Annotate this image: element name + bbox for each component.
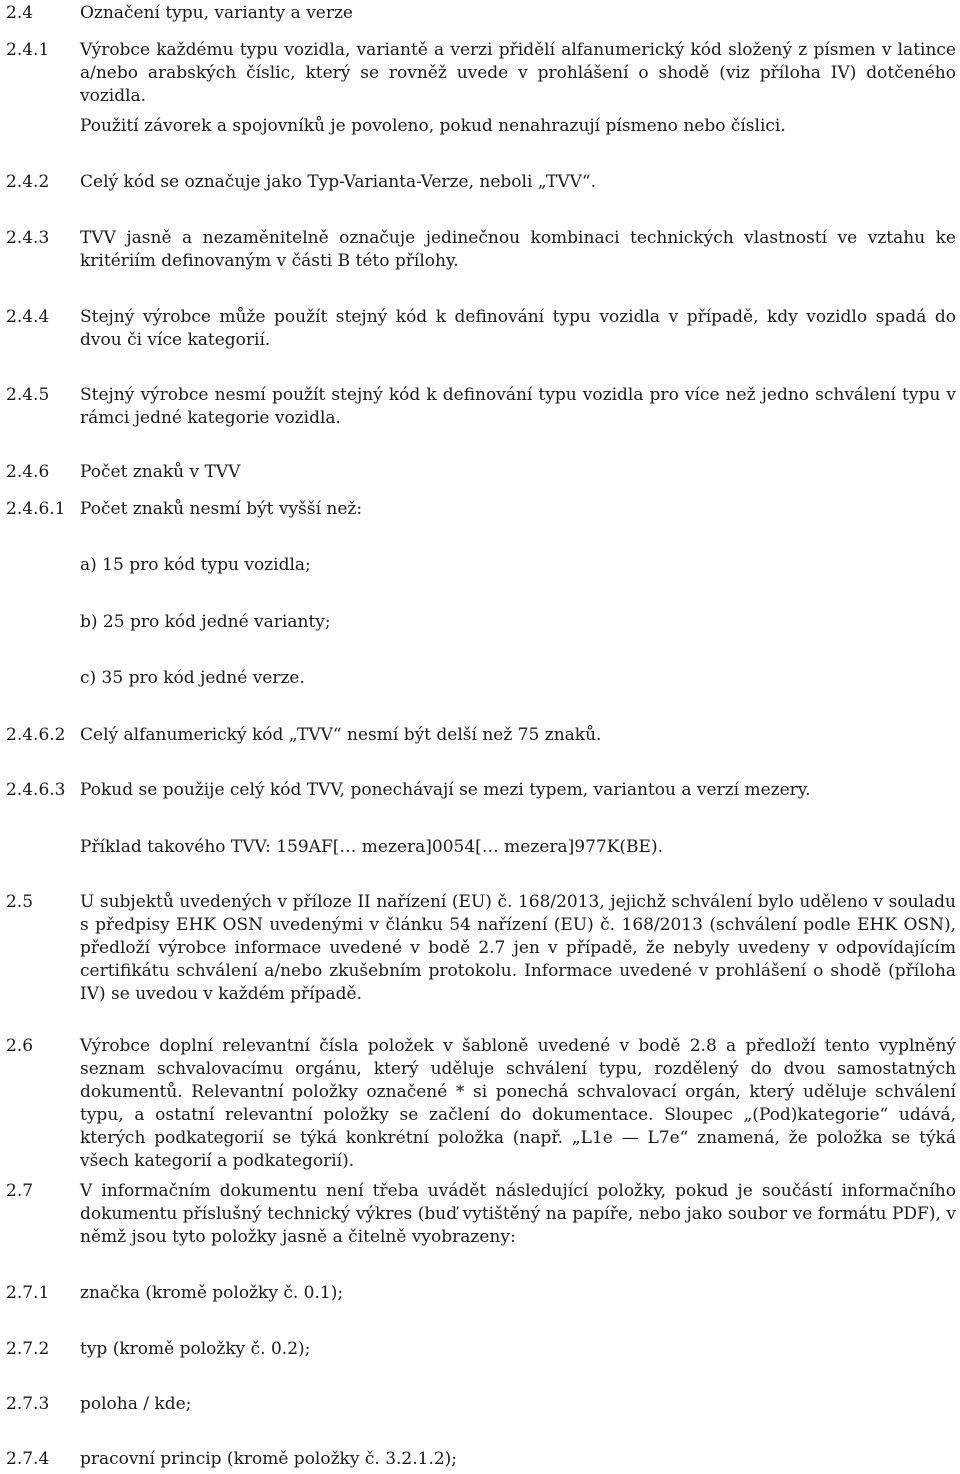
section-number: 2.4.3	[6, 228, 50, 248]
section-number: 2.7	[6, 1181, 34, 1201]
example-line	[6, 836, 956, 859]
section-text: Výrobce doplní relevantní čísla položek v šabloně uvedené v bodě 2.8 a předloží tento vyplněný seznam schvalovacímu orgánu, který uděluje schválení typu, rozdělený do dvou samostatných dokumentů. Relevantní položky označené * si ponechá schvalovací orgán, který uděluje schválení typu, a ostatní relevantní položky se začlení do dokumentace. Sloupec „(Pod)kategorie“ udává, kterých podkategorií se týká konkrétní položka (např. „L1e — L7e“ znamená, že položka se týká všech kategorií a podkategorií).	[80, 1036, 956, 1171]
section-2-4	[6, 2, 956, 25]
section-2-4-2	[6, 171, 956, 194]
section-2-4-3	[6, 227, 956, 273]
section-2-4-1	[6, 39, 956, 108]
section-2-4-6-2	[6, 724, 956, 747]
section-2-4-5	[6, 384, 956, 430]
list-item-b	[6, 611, 956, 634]
section-number: 2.7.2	[6, 1339, 50, 1359]
section-number: 2.4.6	[6, 462, 50, 482]
section-2-7	[6, 1180, 956, 1249]
section-text: TVV jasně a nezaměnitelně označuje jedinečnou kombinaci technických vlastností ve vztahu ke kritériím definovaným v části B této přílohy.	[80, 228, 956, 271]
section-number: 2.7.3	[6, 1394, 50, 1414]
section-text: Příklad takového TVV: 159AF[… mezera]0054[… mezera]977K(BE).	[80, 837, 663, 857]
section-2-5	[6, 891, 956, 1006]
section-2-7-3	[6, 1393, 956, 1416]
section-text: Pokud se použije celý kód TVV, ponechávají se mezi typem, variantou a verzí mezery.	[80, 780, 811, 800]
section-heading: Označení typu, varianty a verze	[80, 3, 353, 23]
section-text: U subjektů uvedených v příloze II nařízení (EU) č. 168/2013, jejichž schválení bylo uděleno v souladu s předpisy EHK OSN uvedenými v článku 54 nařízení (EU) č. 168/2013 (schválení podle EHK OSN), předloží výrobce informace uvedené v bodě 2.7 jen v případě, že nebyly uvedeny v odpovídajícím certifikátu schválení a/nebo zkušebním protokolu. Informace uvedené v prohlášení o shodě (příloha IV) se uvedou v každém případě.	[80, 892, 956, 1004]
section-number: 2.4.1	[6, 40, 50, 60]
section-2-6	[6, 1035, 956, 1173]
section-text: pracovní princip (kromě položky č. 3.2.1.2);	[80, 1449, 458, 1469]
list-item-text: b) 25 pro kód jedné varianty;	[80, 612, 331, 632]
section-number: 2.5	[6, 892, 34, 912]
section-number: 2.4.2	[6, 172, 50, 192]
section-number: 2.7.1	[6, 1283, 50, 1303]
section-number: 2.6	[6, 1036, 34, 1056]
section-text: Celý kód se označuje jako Typ-Varianta-Verze, neboli „TVV“.	[80, 172, 596, 192]
list-item-a	[6, 554, 956, 577]
section-text: Výrobce každému typu vozidla, variantě a verzi přidělí alfanumerický kód složený z písmen v latince a/nebo arabských číslic, který se rovněž uvede v prohlášení o shodě (viz příloha IV) dotčeného vozidla.	[80, 40, 956, 106]
section-number: 2.4.6.3	[6, 780, 66, 800]
section-number: 2.4.6.2	[6, 725, 66, 745]
section-text: Stejný výrobce může použít stejný kód k definování typu vozidla v případě, kdy vozidlo spadá do dvou či více kategorií.	[80, 307, 956, 350]
section-2-7-1	[6, 1282, 956, 1305]
section-2-4-6-3	[6, 779, 956, 802]
section-2-4-4	[6, 306, 956, 352]
section-text: Počet znaků v TVV	[80, 462, 241, 482]
section-text: značka (kromě položky č. 0.1);	[80, 1283, 344, 1303]
list-item-text: a) 15 pro kód typu vozidla;	[80, 555, 311, 575]
section-number: 2.4.5	[6, 385, 50, 405]
section-2-4-6-1	[6, 498, 956, 521]
section-text: Počet znaků nesmí být vyšší než:	[80, 499, 363, 519]
section-text: Použití závorek a spojovníků je povoleno, pokud nenahrazují písmeno nebo číslici.	[80, 116, 786, 136]
section-2-7-2	[6, 1338, 956, 1361]
section-text: Celý alfanumerický kód „TVV“ nesmí být delší než 75 znaků.	[80, 725, 602, 745]
section-number: 2.4.4	[6, 307, 50, 327]
section-text: Stejný výrobce nesmí použít stejný kód k definování typu vozidla pro více než jedno schválení typu v rámci jedné kategorie vozidla.	[80, 385, 956, 428]
section-text: V informačním dokumentu není třeba uvádět následující položky, pokud je součástí informačního dokumentu příslušný technický výkres (buď vytištěný na papíře, nebo jako soubor ve formátu PDF), v němž jsou tyto položky jasně a čitelně vyobrazeny:	[80, 1181, 956, 1247]
section-number: 2.4.6.1	[6, 499, 66, 519]
section-number: 2.4	[6, 3, 34, 23]
section-2-4-1-note	[6, 115, 956, 138]
section-2-7-4	[6, 1448, 956, 1471]
list-item-text: c) 35 pro kód jedné verze.	[80, 668, 305, 688]
section-number: 2.7.4	[6, 1449, 50, 1469]
section-2-4-6	[6, 461, 956, 484]
list-item-c	[6, 667, 956, 690]
section-text: poloha / kde;	[80, 1394, 192, 1414]
section-text: typ (kromě položky č. 0.2);	[80, 1339, 311, 1359]
